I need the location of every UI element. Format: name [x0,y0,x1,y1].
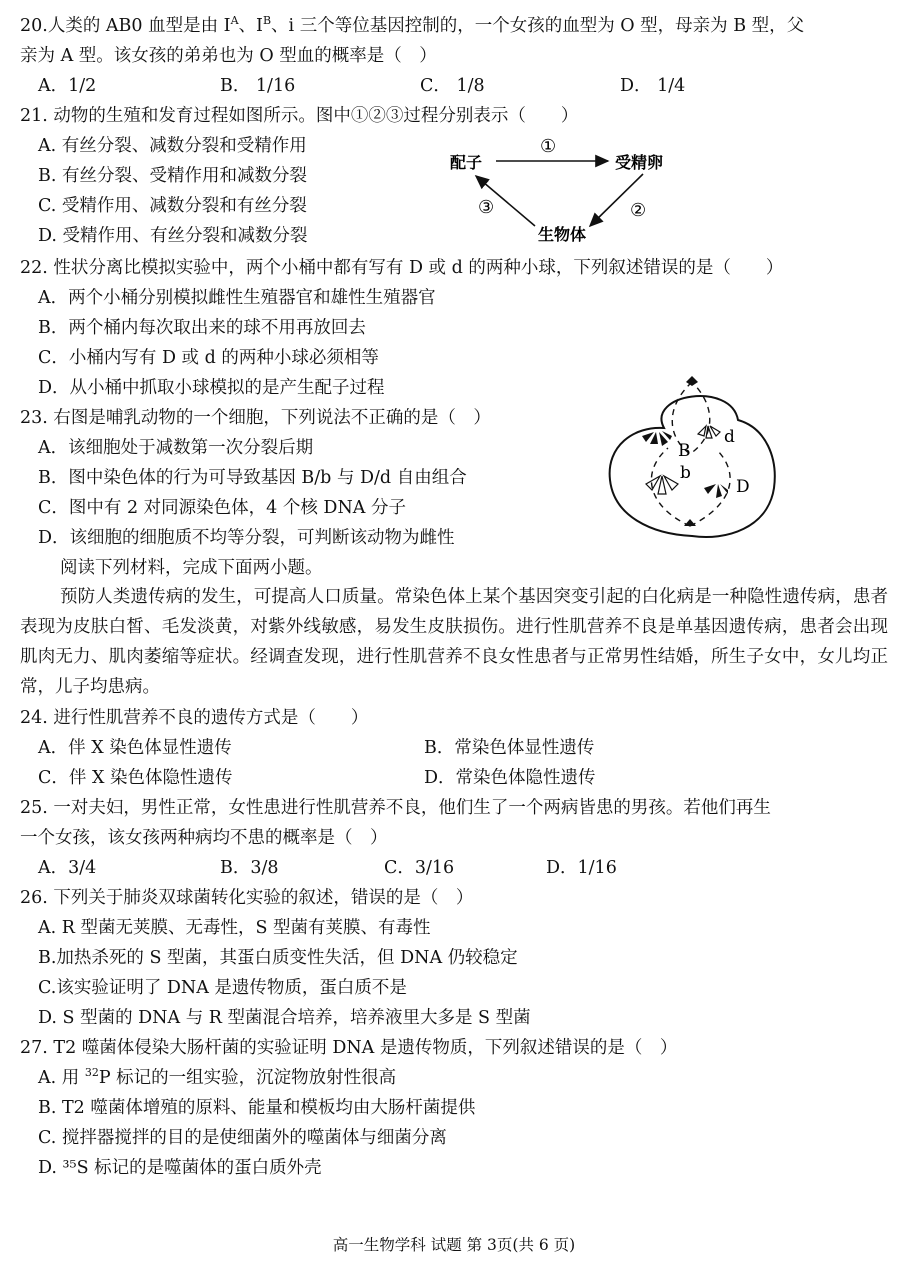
q21-option-b[interactable]: B. 有丝分裂、受精作用和减数分裂 [38,166,307,186]
q23-option-a[interactable]: A．该细胞处于减数第一次分裂后期 [38,438,314,458]
lower-chromosomes-white [646,476,678,494]
node-gamete: 配子 [450,153,483,172]
cell-division-diagram [606,376,778,546]
q25-stem-line2: 一个女孩，该女孩两种病均不患的概率是（ ） [20,828,388,848]
q20-option-d[interactable]: D． 1/4 [620,76,686,96]
q26-option-a[interactable]: A. R 型菌无荚膜、无毒性，S 型菌有荚膜、有毒性 [38,918,431,938]
q26-option-b[interactable]: B.加热杀死的 S 型菌，其蛋白质变性失活，但 DNA 仍较稳定 [38,948,518,968]
gene-label-b-lower: b [680,463,691,483]
q27-option-b[interactable]: B. T2 噬菌体增殖的原料、能量和模板均由大肠杆菌提供 [38,1098,476,1118]
cell-membrane [610,396,775,537]
q27-stem: 27. T2 噬菌体侵染大肠杆菌的实验证明 DNA 是遗传物质，下列叙述错误的是（ ） [20,1038,678,1058]
q21-option-d[interactable]: D. 受精作用、有丝分裂和减数分裂 [38,226,308,246]
page-footer: 高一生物学科 试题 第 3页(共 6 页) [332,1236,576,1254]
centriole-top [686,376,698,386]
q26-stem: 26. 下列关于肺炎双球菌转化实验的叙述，错误的是（ ） [20,888,474,908]
q24-option-c[interactable]: C．伴 X 染色体隐性遗传 [38,768,233,788]
q21-option-a[interactable]: A. 有丝分裂、减数分裂和受精作用 [38,136,307,156]
q24-option-a[interactable]: A．伴 X 染色体显性遗传 [38,738,232,758]
step-3-label: ③ [478,197,495,218]
material-paragraph: 预防人类遗传病的发生，可提高人口质量。常染色体上某个基因突变引起的白化病是一种隐性遗传病，患者表现为皮肤白皙、毛发淡黄，对紫外线敏感，易发生皮肤损伤。进行性肌营养不良是单基因遗传病，患者会出现肌肉无力、肌肉萎缩等症状。经调查发现，进行性肌营养不良女性患者与正常男性结婚，所生子女中，女儿均正常，儿子均患病。 [20,587,888,697]
q27-option-a[interactable]: A. 用 $^{32}$P 标记的一组实验，沉淀物放射性很高 [38,1066,397,1088]
q23-option-d[interactable]: D．该细胞的细胞质不均等分裂，可判断该动物为雌性 [38,528,455,548]
upper-chromosomes-black [642,431,672,446]
step-1-label: ① [540,136,557,157]
gene-label-b-upper: B [678,441,691,461]
q20-option-b[interactable]: B． 1/16 [220,76,296,96]
q22-option-b[interactable]: B．两个桶内每次取出来的球不用再放回去 [38,318,366,338]
lower-chromosomes-black [704,484,728,498]
q20-stem-line1: 20.人类的 AB0 血型是由 $I^A$、$I^B$、i 三个等位基因控制的，一个女孩的血型为 O 型，母亲为 B 型，父 [20,14,805,36]
q27-option-c[interactable]: C. 搅拌器搅拌的目的是使细菌外的噬菌体与细菌分离 [38,1128,447,1148]
node-organism: 生物体 [538,225,587,244]
q25-stem-line1: 25. 一对夫妇，男性正常，女性患进行性肌营养不良，他们生了一个两病皆患的男孩。若他们再生 [20,798,771,818]
node-zygote: 受精卵 [615,153,664,172]
q25-option-d[interactable]: D．1/16 [546,858,617,878]
q20-option-c[interactable]: C． 1/8 [420,76,485,96]
q27-option-d[interactable]: D. ³⁵S 标记的是噬菌体的蛋白质外壳 [38,1158,322,1178]
q24-option-d[interactable]: D．常染色体隐性遗传 [424,768,596,788]
q25-option-b[interactable]: B．3/8 [220,858,279,878]
q22-option-d[interactable]: D．从小桶中抓取小球模拟的是产生配子过程 [38,378,385,398]
q22-option-a[interactable]: A．两个小桶分别模拟雌性生殖器官和雄性生殖器官 [38,288,436,308]
q20-stem-line2: 亲为 A 型。该女孩的弟弟也为 O 型血的概率是（ ） [20,46,437,66]
q21-option-c[interactable]: C. 受精作用、减数分裂和有丝分裂 [38,196,307,216]
reproduction-cycle-diagram [440,128,690,250]
q23-option-c[interactable]: C．图中有 2 对同源染色体，4 个核 DNA 分子 [38,498,406,518]
q20-option-a[interactable]: A．1/2 [38,76,97,96]
q26-option-c[interactable]: C.该实验证明了 DNA 是遗传物质，蛋白质不是 [38,978,407,998]
centriole-bottom [684,519,696,526]
q24-option-b[interactable]: B．常染色体显性遗传 [424,738,595,758]
q24-stem: 24. 进行性肌营养不良的遗传方式是（ ） [20,708,369,728]
q25-option-c[interactable]: C．3/16 [384,858,455,878]
gene-label-d-upper: D [736,477,750,497]
material-intro: 阅读下列材料，完成下面两小题。 [60,558,323,578]
q23-stem: 23. 右图是哺乳动物的一个细胞，下列说法不正确的是（ ） [20,408,491,428]
q21-stem: 21. 动物的生殖和发育过程如图所示。图中①②③过程分别表示（ ） [20,106,579,126]
q23-option-b[interactable]: B．图中染色体的行为可导致基因 B/b 与 D/d 自由组合 [38,468,467,488]
gene-label-d-lower: d [724,427,735,447]
q22-option-c[interactable]: C．小桶内写有 D 或 d 的两种小球必须相等 [38,348,379,368]
q25-option-a[interactable]: A．3/4 [38,858,97,878]
upper-chromosomes-white [698,426,720,438]
step-2-label: ② [630,200,647,221]
q26-option-d[interactable]: D. S 型菌的 DNA 与 R 型菌混合培养，培养液里大多是 S 型菌 [38,1008,531,1028]
q22-stem: 22. 性状分离比模拟实验中，两个小桶中都有写有 D 或 d 的两种小球，下列叙述错误的是（ ） [20,258,784,278]
